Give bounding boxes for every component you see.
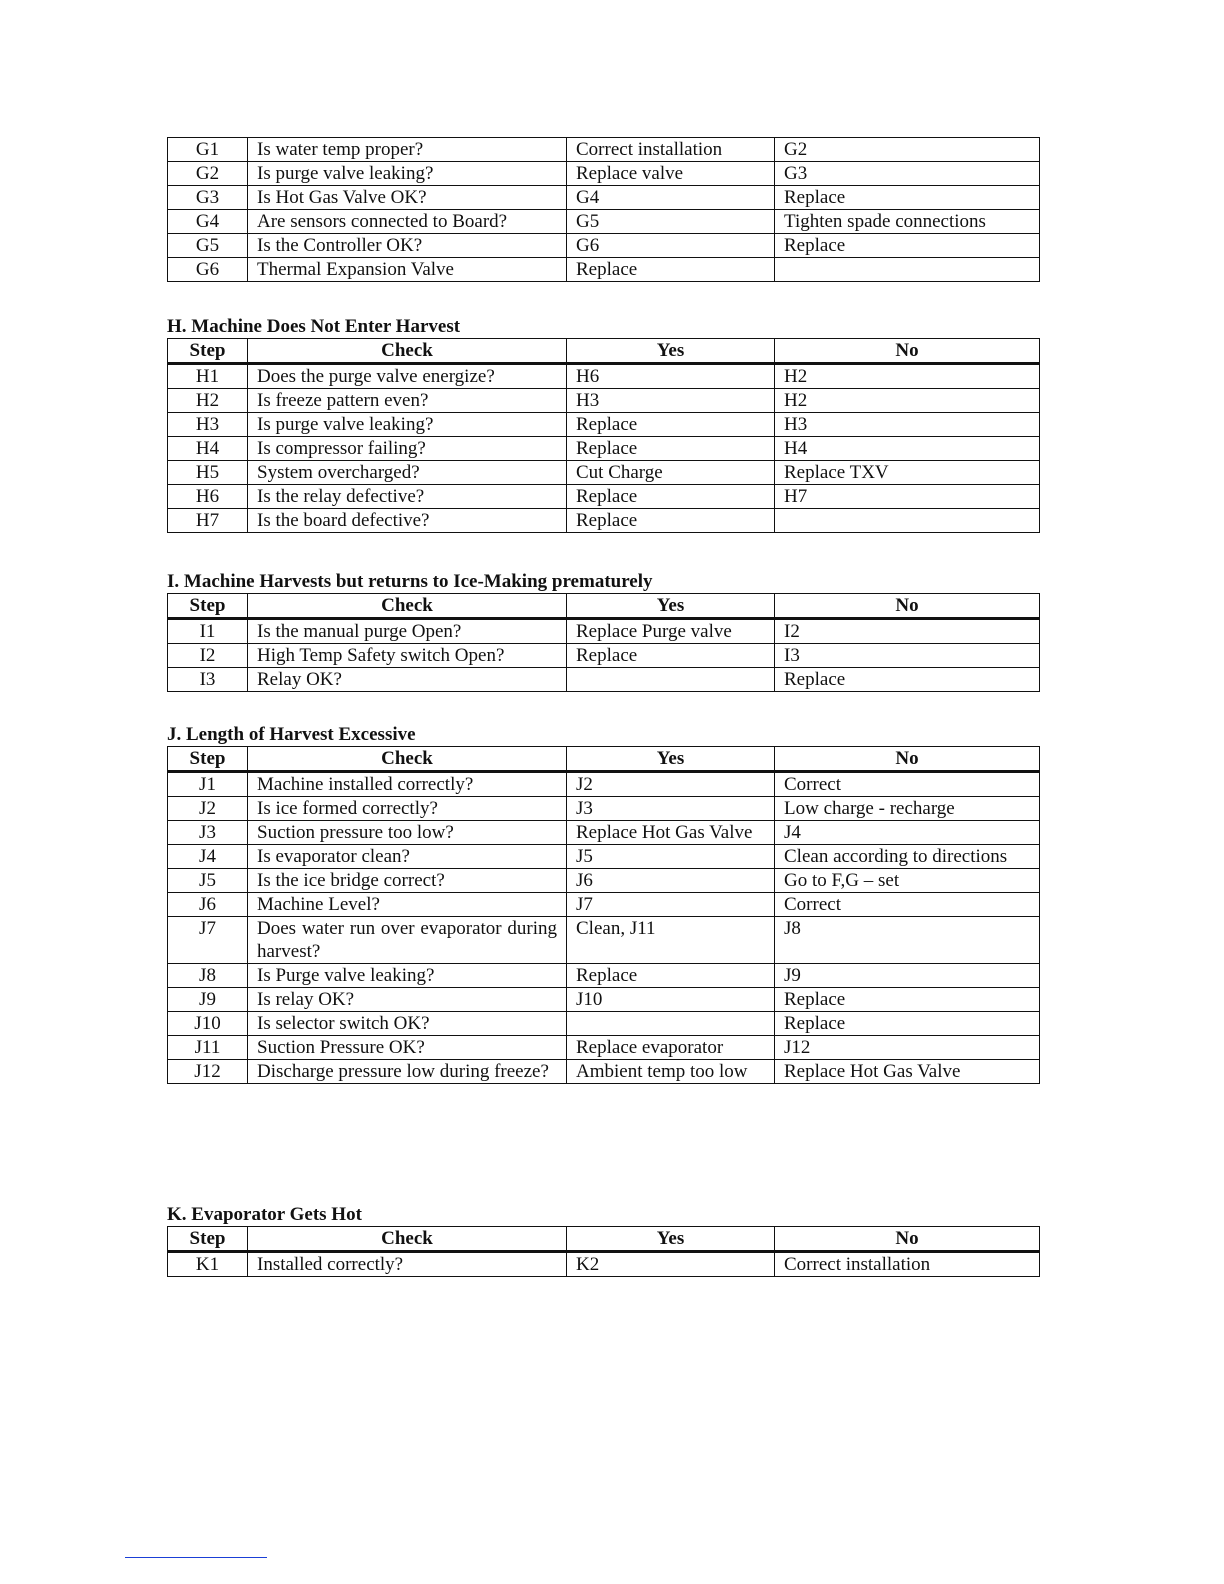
footnote-separator-line: [125, 1557, 267, 1558]
section-heading: K. Evaporator Gets Hot: [167, 1204, 362, 1225]
yes-cell: Cut Charge: [567, 461, 775, 485]
check-cell: Is the ice bridge correct?: [248, 869, 567, 893]
yes-cell: Replace: [567, 644, 775, 668]
check-cell: Is relay OK?: [248, 988, 567, 1012]
no-cell: H2: [775, 389, 1040, 413]
check-cell: Is Purge valve leaking?: [248, 964, 567, 988]
table-row: [168, 437, 1040, 461]
troubleshooting-table-i: [167, 593, 1040, 692]
check-cell: System overcharged?: [248, 461, 567, 485]
check-cell: Machine Level?: [248, 893, 567, 917]
step-cell: I1: [168, 619, 248, 644]
check-cell: Is purge valve leaking?: [248, 413, 567, 437]
step-cell: H3: [168, 413, 248, 437]
step-cell: J12: [168, 1060, 248, 1084]
step-cell: J6: [168, 893, 248, 917]
troubleshooting-table-j: [167, 746, 1040, 1084]
check-cell: Is water temp proper?: [248, 138, 567, 162]
check-cell: Is evaporator clean?: [248, 845, 567, 869]
table-header-row: [168, 747, 1040, 772]
check-column-header: Check: [248, 1227, 567, 1252]
yes-column-header: Yes: [567, 747, 775, 772]
check-cell: Is selector switch OK?: [248, 1012, 567, 1036]
yes-cell: G6: [567, 234, 775, 258]
step-column-header: Step: [168, 1227, 248, 1252]
step-cell: H1: [168, 364, 248, 389]
table-row: [168, 619, 1040, 644]
table-row: [168, 988, 1040, 1012]
table-row: [168, 1252, 1040, 1277]
yes-cell: J5: [567, 845, 775, 869]
no-cell: [775, 509, 1040, 533]
check-cell: Machine installed correctly?: [248, 772, 567, 797]
step-cell: H7: [168, 509, 248, 533]
table-row: [168, 364, 1040, 389]
yes-cell: J3: [567, 797, 775, 821]
yes-cell: Replace Purge valve: [567, 619, 775, 644]
yes-column-header: Yes: [567, 594, 775, 619]
step-cell: G4: [168, 210, 248, 234]
yes-cell: Ambient temp too low: [567, 1060, 775, 1084]
table-row: [168, 389, 1040, 413]
table-header-row: [168, 594, 1040, 619]
check-cell: Is ice formed correctly?: [248, 797, 567, 821]
yes-cell: Replace valve: [567, 162, 775, 186]
no-cell: I3: [775, 644, 1040, 668]
no-cell: I2: [775, 619, 1040, 644]
step-cell: G1: [168, 138, 248, 162]
no-cell: H3: [775, 413, 1040, 437]
table-header-row: [168, 339, 1040, 364]
table-row: [168, 162, 1040, 186]
no-cell: Replace TXV: [775, 461, 1040, 485]
no-cell: Low charge - recharge: [775, 797, 1040, 821]
step-cell: H6: [168, 485, 248, 509]
yes-cell: Replace: [567, 485, 775, 509]
step-column-header: Step: [168, 339, 248, 364]
no-column-header: No: [775, 747, 1040, 772]
no-cell: J4: [775, 821, 1040, 845]
check-column-header: Check: [248, 747, 567, 772]
step-cell: J3: [168, 821, 248, 845]
step-cell: J8: [168, 964, 248, 988]
no-cell: H2: [775, 364, 1040, 389]
check-cell: Does water run over evaporator during harvest?: [248, 917, 567, 964]
step-column-header: Step: [168, 594, 248, 619]
check-cell: Discharge pressure low during freeze?: [248, 1060, 567, 1084]
table-row: [168, 1012, 1040, 1036]
section-heading: J. Length of Harvest Excessive: [167, 724, 416, 745]
table-row: [168, 413, 1040, 437]
yes-cell: Replace: [567, 964, 775, 988]
step-cell: I2: [168, 644, 248, 668]
no-cell: Replace: [775, 234, 1040, 258]
yes-cell: J6: [567, 869, 775, 893]
check-cell: High Temp Safety switch Open?: [248, 644, 567, 668]
table-row: [168, 821, 1040, 845]
table-row: [168, 917, 1040, 964]
step-cell: H5: [168, 461, 248, 485]
no-cell: Replace: [775, 1012, 1040, 1036]
check-cell: Does the purge valve energize?: [248, 364, 567, 389]
table-row: [168, 186, 1040, 210]
check-cell: Is freeze pattern even?: [248, 389, 567, 413]
table-row: [168, 797, 1040, 821]
no-cell: H7: [775, 485, 1040, 509]
troubleshooting-table-g: [167, 137, 1040, 282]
yes-cell: J10: [567, 988, 775, 1012]
step-cell: J7: [168, 917, 248, 964]
step-cell: K1: [168, 1252, 248, 1277]
check-cell: Suction Pressure OK?: [248, 1036, 567, 1060]
table-row: [168, 485, 1040, 509]
step-cell: H4: [168, 437, 248, 461]
no-cell: J8: [775, 917, 1040, 964]
no-cell: J9: [775, 964, 1040, 988]
no-cell: H4: [775, 437, 1040, 461]
section-heading: I. Machine Harvests but returns to Ice-Making prematurely: [167, 571, 653, 592]
step-cell: J11: [168, 1036, 248, 1060]
table-row: [168, 509, 1040, 533]
table-row: [168, 234, 1040, 258]
yes-cell: Replace: [567, 258, 775, 282]
yes-cell: [567, 668, 775, 692]
yes-cell: J2: [567, 772, 775, 797]
no-cell: G3: [775, 162, 1040, 186]
no-column-header: No: [775, 1227, 1040, 1252]
no-cell: Correct: [775, 772, 1040, 797]
section-heading: H. Machine Does Not Enter Harvest: [167, 316, 461, 337]
troubleshooting-table-k: [167, 1226, 1040, 1277]
section-k: [167, 1204, 1039, 1277]
table-row: [168, 964, 1040, 988]
yes-cell: G5: [567, 210, 775, 234]
no-column-header: No: [775, 594, 1040, 619]
step-column-header: Step: [168, 747, 248, 772]
check-cell: Is compressor failing?: [248, 437, 567, 461]
check-cell: Is the Controller OK?: [248, 234, 567, 258]
step-cell: J4: [168, 845, 248, 869]
yes-cell: Correct installation: [567, 138, 775, 162]
check-cell: Is the board defective?: [248, 509, 567, 533]
table-header-row: [168, 1227, 1040, 1252]
yes-cell: Clean, J11: [567, 917, 775, 964]
step-cell: J10: [168, 1012, 248, 1036]
table-row: [168, 772, 1040, 797]
step-cell: G3: [168, 186, 248, 210]
yes-cell: Replace Hot Gas Valve: [567, 821, 775, 845]
yes-cell: [567, 1012, 775, 1036]
check-column-header: Check: [248, 339, 567, 364]
yes-cell: Replace: [567, 437, 775, 461]
yes-cell: H3: [567, 389, 775, 413]
no-cell: Correct installation: [775, 1252, 1040, 1277]
table-row: [168, 893, 1040, 917]
section-j: [167, 724, 1039, 1084]
table-row: [168, 668, 1040, 692]
table-row: [168, 138, 1040, 162]
no-cell: Replace Hot Gas Valve: [775, 1060, 1040, 1084]
no-cell: Replace: [775, 668, 1040, 692]
step-cell: G2: [168, 162, 248, 186]
step-cell: I3: [168, 668, 248, 692]
yes-cell: G4: [567, 186, 775, 210]
yes-cell: Replace: [567, 509, 775, 533]
no-cell: Go to F,G – set: [775, 869, 1040, 893]
step-cell: J5: [168, 869, 248, 893]
step-cell: G6: [168, 258, 248, 282]
table-row: [168, 1060, 1040, 1084]
check-cell: Is Hot Gas Valve OK?: [248, 186, 567, 210]
check-cell: Is the manual purge Open?: [248, 619, 567, 644]
table-row: [168, 210, 1040, 234]
step-cell: J9: [168, 988, 248, 1012]
step-cell: J1: [168, 772, 248, 797]
table-row: [168, 1036, 1040, 1060]
no-cell: Clean according to directions: [775, 845, 1040, 869]
step-cell: J2: [168, 797, 248, 821]
section-h: [167, 316, 1039, 533]
check-cell: Installed correctly?: [248, 1252, 567, 1277]
no-cell: [775, 258, 1040, 282]
troubleshooting-table-h: [167, 338, 1040, 533]
section-i: [167, 571, 1039, 692]
no-cell: Replace: [775, 988, 1040, 1012]
yes-column-header: Yes: [567, 1227, 775, 1252]
section-g: [167, 137, 1039, 282]
no-column-header: No: [775, 339, 1040, 364]
check-cell: Relay OK?: [248, 668, 567, 692]
no-cell: Tighten spade connections: [775, 210, 1040, 234]
check-cell: Is the relay defective?: [248, 485, 567, 509]
step-cell: H2: [168, 389, 248, 413]
yes-cell: Replace evaporator: [567, 1036, 775, 1060]
yes-cell: H6: [567, 364, 775, 389]
yes-cell: Replace: [567, 413, 775, 437]
no-cell: Replace: [775, 186, 1040, 210]
yes-cell: J7: [567, 893, 775, 917]
check-cell: Thermal Expansion Valve: [248, 258, 567, 282]
no-cell: G2: [775, 138, 1040, 162]
step-cell: G5: [168, 234, 248, 258]
table-row: [168, 845, 1040, 869]
table-row: [168, 258, 1040, 282]
check-cell: Are sensors connected to Board?: [248, 210, 567, 234]
table-row: [168, 461, 1040, 485]
table-row: [168, 644, 1040, 668]
table-row: [168, 869, 1040, 893]
no-cell: Correct: [775, 893, 1040, 917]
no-cell: J12: [775, 1036, 1040, 1060]
check-cell: Suction pressure too low?: [248, 821, 567, 845]
check-column-header: Check: [248, 594, 567, 619]
check-cell: Is purge valve leaking?: [248, 162, 567, 186]
yes-column-header: Yes: [567, 339, 775, 364]
yes-cell: K2: [567, 1252, 775, 1277]
